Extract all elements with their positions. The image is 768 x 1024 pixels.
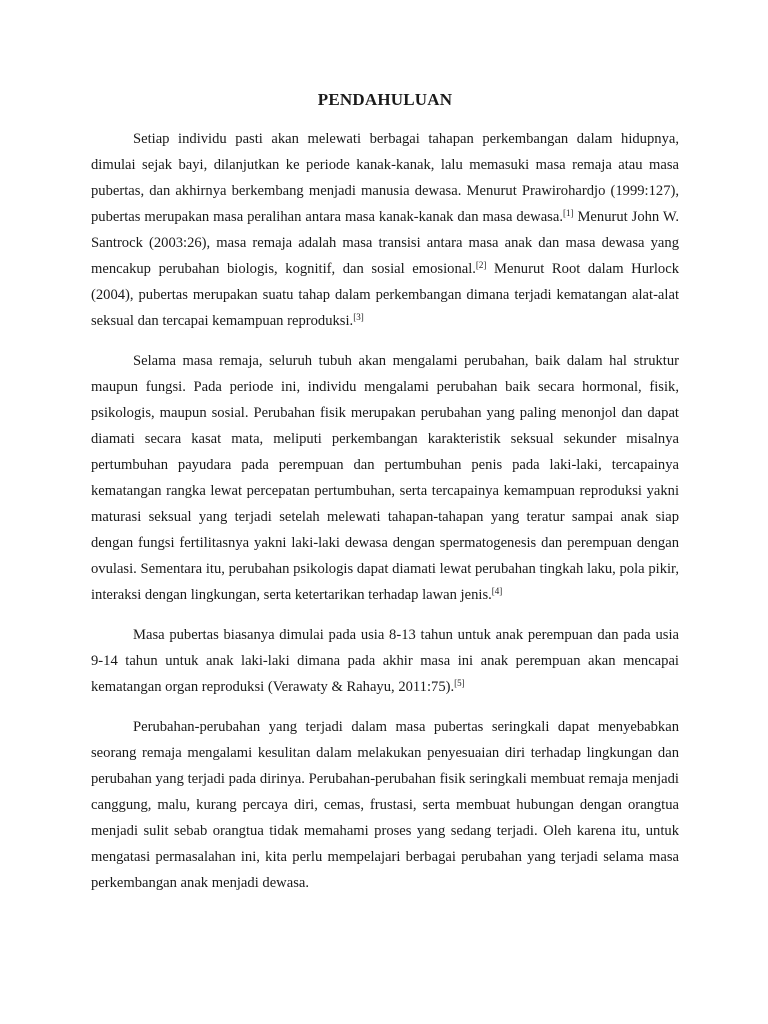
footnote-reference: [3] xyxy=(353,312,364,322)
paragraph-text: Setiap individu pasti akan melewati berbagai tahapan perkembangan dalam hidupnya, dimulai sejak bayi, dilanjutkan ke periode kanak-kanak, lalu memasuki masa remaja atau masa pubertas, dan akhirnya berkembang menjadi manusia dewasa. Menurut Prawirohardjo (1999:127), pubertas merupakan masa peralihan antara masa kanak-kanak dan masa dewasa. xyxy=(91,131,679,225)
paragraph-text: Masa pubertas biasanya dimulai pada usia 8-13 tahun untuk anak perempuan dan pada usia 9-14 tahun untuk anak laki-laki dimana pada akhir masa ini anak perempuan akan mencapai kematangan organ reproduksi (Verawaty & Rahayu, 2011:75). xyxy=(91,627,679,695)
paragraph xyxy=(91,348,679,608)
paragraph-text: Menurut Root dalam Hurlock (2004), pubertas merupakan suatu tahap dalam perkembangan dimana terjadi kematangan alat-alat seksual dan tercapai kemampuan reproduksi. xyxy=(91,261,679,329)
paragraph xyxy=(91,714,679,896)
footnote-reference: [2] xyxy=(475,260,487,270)
footnote-reference: [1] xyxy=(562,208,574,218)
footnote-reference: [5] xyxy=(454,678,465,688)
footnote-reference: [4] xyxy=(491,586,503,596)
paragraph xyxy=(91,622,679,700)
paragraph xyxy=(91,126,679,334)
paragraph-text: Selama masa remaja, seluruh tubuh akan mengalami perubahan, baik dalam hal struktur maupun fungsi. Pada periode ini, individu mengalami perubahan baik secara hormonal, fisik, psikologis, maupun sosial. Perubahan fisik merupakan perubahan yang paling menonjol dan dapat diamati secara kasat mata, meliputi perkembangan karakteristik seksual sekunder misalnya pertumbuhan payudara pada perempuan dan pertumbuhan penis pada laki-laki, tercapainya kematangan rangka lewat percepatan pertumbuhan, serta tercapainya kemampuan reproduksi yakni maturasi seksual yang terjadi setelah melewati tahapan-tahapan yang teratur sampai anak siap dengan fungsi fertilitasnya yakni laki-laki dewasa dengan spermatogenesis dan perempuan dengan ovulasi. Sementara itu, perubahan psikologis dapat diamati lewat perubahan tingkah laku, pola pikir, interaksi dengan lingkungan, serta ketertarikan terhadap lawan jenis. xyxy=(91,353,679,603)
paragraph-text: Menurut John W. Santrock (2003:26), masa remaja adalah masa transisi antara masa anak dan masa dewasa yang mencakup perubahan biologis, kognitif, dan sosial emosional. xyxy=(91,209,679,277)
paragraph-text: Perubahan-perubahan yang terjadi dalam masa pubertas seringkali dapat menyebabkan seorang remaja mengalami kesulitan dalam melakukan penyesuaian diri terhadap lingkungan dan perubahan yang terjadi pada dirinya. Perubahan-perubahan fisik seringkali membuat remaja menjadi canggung, malu, kurang percaya diri, cemas, frustasi, serta membuat hubungan dengan orangtua menjadi sulit sebab orangtua tidak memahami proses yang sedang terjadi. Oleh karena itu, untuk mengatasi permasalahan ini, kita perlu mempelajari berbagai perubahan yang terjadi selama masa perkembangan anak menjadi dewasa. xyxy=(91,719,679,891)
document-body xyxy=(91,126,679,896)
document-title: PENDAHULUAN xyxy=(317,90,453,109)
